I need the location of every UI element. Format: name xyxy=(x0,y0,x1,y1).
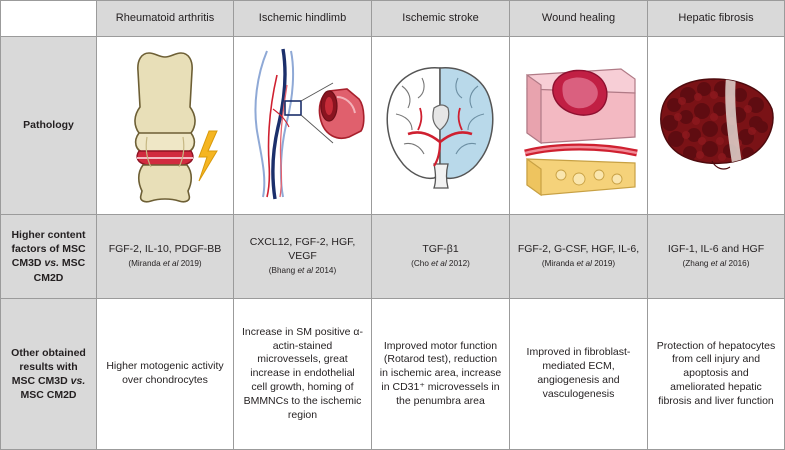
cell-factors-wound-healing xyxy=(510,215,648,300)
cell-pathology-rheumatoid-arthritis xyxy=(97,37,234,215)
row-label-factors-vs: vs. xyxy=(44,257,60,270)
cell-pathology-hepatic-fibrosis xyxy=(648,37,785,215)
hindlimb-blood-vessel-icon xyxy=(234,37,371,214)
header-cell-empty xyxy=(1,1,97,37)
ref-italic: et al xyxy=(710,258,727,268)
header-cell-rheumatoid-arthritis: Rheumatoid arthritis xyxy=(97,1,234,37)
ref-post: 2019) xyxy=(178,258,202,268)
row-label-other-line4: MSC CM2D xyxy=(20,389,77,402)
table-row-other-results xyxy=(1,299,785,450)
row-label-other-vs: vs. xyxy=(70,375,86,388)
ref-post: 2016) xyxy=(726,258,750,268)
cell-other-results-hepatic-fibrosis: Protection of hepatocytes from cell injury and apoptosis and ameliorated hepatic fibrosis and liver function xyxy=(648,299,785,450)
row-label-other-results xyxy=(1,299,97,450)
ref-pre: (Zhang xyxy=(682,258,711,268)
table-row-factors xyxy=(1,215,785,300)
cell-pathology-ischemic-hindlimb xyxy=(234,37,372,215)
cell-pathology-ischemic-stroke xyxy=(372,37,510,215)
ref-pre: (Bhang xyxy=(268,265,298,275)
ref-post: 2012) xyxy=(446,258,470,268)
header-cell-ischemic-hindlimb: Ischemic hindlimb xyxy=(234,1,372,37)
fibrotic-liver-icon xyxy=(648,37,784,214)
cell-other-results-rheumatoid-arthritis: Higher motogenic activity over chondrocytes xyxy=(97,299,234,450)
factors-reference xyxy=(683,259,750,270)
factors-text: FGF-2, IL-10, PDGF-BB xyxy=(108,243,222,256)
skin-wound-healing-icon xyxy=(510,37,647,214)
factors-text: IGF-1, IL-6 and HGF xyxy=(667,243,765,256)
row-label-higher-content-factors xyxy=(1,215,97,300)
header-cell-ischemic-stroke: Ischemic stroke xyxy=(372,1,510,37)
ref-italic: et al xyxy=(297,265,313,275)
row-label-factors-line3-end: MSC xyxy=(59,257,86,270)
row-label-factors-line1: Higher content xyxy=(11,229,86,242)
cell-factors-ischemic-hindlimb xyxy=(234,215,372,300)
factors-reference xyxy=(269,266,336,277)
factors-text: FGF-2, G-CSF, HGF, IL-6, xyxy=(517,243,640,256)
brain-ischemic-stroke-icon xyxy=(372,37,509,214)
ref-italic: et al xyxy=(576,258,592,268)
cell-other-results-wound-healing: Improved in fibroblast-mediated ECM, angiogenesis and vasculogenesis xyxy=(510,299,648,450)
ref-pre: (Miranda xyxy=(128,258,163,268)
row-label-pathology: Pathology xyxy=(1,37,97,215)
ref-italic: et al xyxy=(431,258,447,268)
factors-reference xyxy=(128,259,201,270)
row-label-factors-line3: CM3D xyxy=(11,257,45,270)
ref-italic: et al xyxy=(162,258,179,268)
table-row-pathology xyxy=(1,37,785,215)
factors-text: TGF-β1 xyxy=(422,243,459,256)
table-header-row xyxy=(1,1,785,37)
factors-reference xyxy=(542,259,615,270)
row-label-factors-line2: factors of MSC xyxy=(11,243,86,256)
ref-post: 2019) xyxy=(591,258,616,268)
cell-other-results-ischemic-stroke: Improved motor function (Rotarod test), reduction in ischemic area, increase in CD31⁺ microvessels in the penumbra area xyxy=(372,299,510,450)
cell-factors-rheumatoid-arthritis xyxy=(97,215,234,300)
cell-factors-hepatic-fibrosis xyxy=(648,215,785,300)
knee-joint-inflammation-icon xyxy=(97,37,233,214)
header-cell-hepatic-fibrosis: Hepatic fibrosis xyxy=(648,1,785,37)
row-label-other-line3: MSC CM3D xyxy=(11,375,71,388)
cell-pathology-wound-healing xyxy=(510,37,648,215)
row-label-other-line1: Other obtained xyxy=(11,346,86,359)
ref-pre: (Miranda xyxy=(541,258,577,268)
factors-text: CXCL12, FGF-2, HGF, VEGF xyxy=(249,236,356,263)
row-label-other-line2: results with xyxy=(19,361,78,373)
ref-pre: (Cho xyxy=(411,258,432,268)
factors-reference xyxy=(411,259,470,270)
header-cell-wound-healing: Wound healing xyxy=(510,1,648,37)
cell-factors-ischemic-stroke xyxy=(372,215,510,300)
cell-other-results-ischemic-hindlimb: Increase in SM positive α-actin-stained microvessels, great increase in endothelial cell growth, homing of BMMNCs to the ischemic region xyxy=(234,299,372,450)
row-label-factors-line4: CM2D xyxy=(33,271,64,284)
ref-post: 2014) xyxy=(312,265,337,275)
